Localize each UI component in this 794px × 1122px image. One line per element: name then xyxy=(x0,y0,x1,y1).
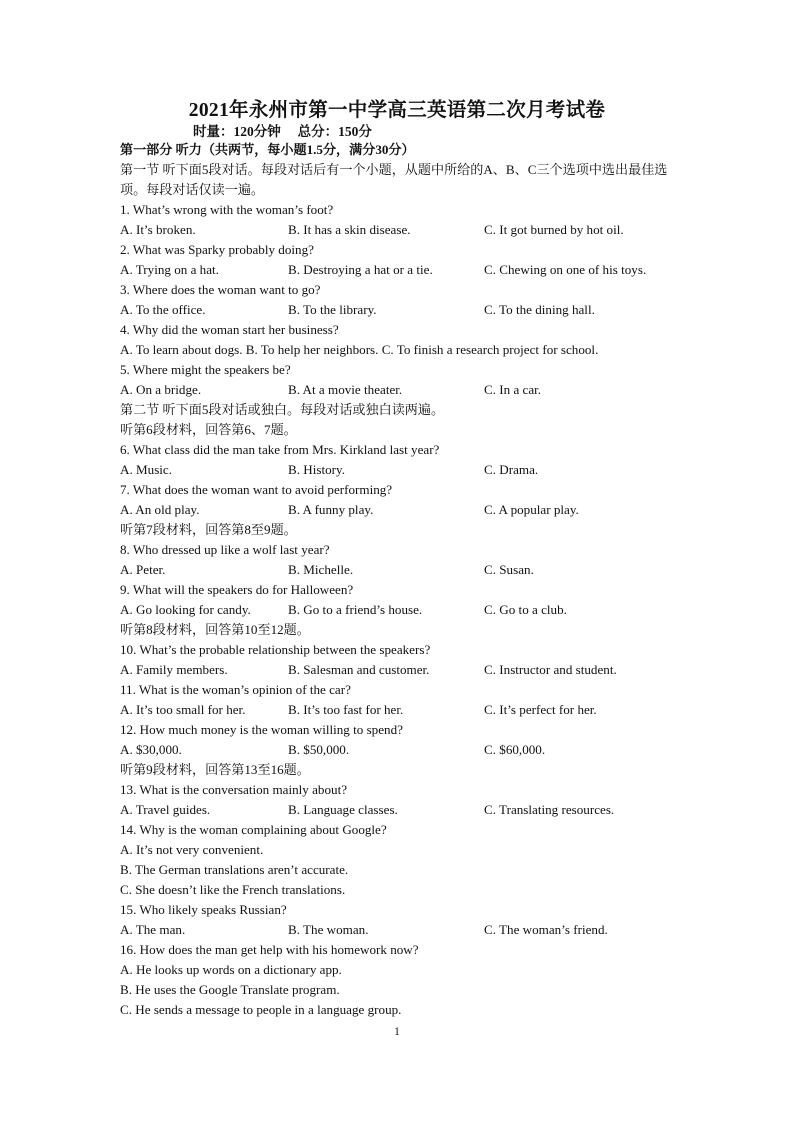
option-a: A. Go looking for candy. xyxy=(120,602,251,617)
option-c: C. Translating resources. xyxy=(484,802,615,817)
question-line: 5. Where might the speakers be? xyxy=(120,362,291,377)
question-line: 9. What will the speakers do for Halloween? xyxy=(120,582,354,597)
option-row xyxy=(120,660,680,680)
option-b: B. $50,000. xyxy=(288,742,350,757)
option-a: A. Family members. xyxy=(120,662,228,677)
question-line: B. The German translations aren’t accurate. xyxy=(120,862,349,877)
option-b: B. At a movie theater. xyxy=(288,382,403,397)
question-line: 6. What class did the man take from Mrs. Kirkland last year? xyxy=(120,442,440,457)
option-a: A. Peter. xyxy=(120,562,166,577)
option-row xyxy=(120,560,680,580)
question-line: 7. What does the woman want to avoid performing? xyxy=(120,482,393,497)
option-b: B. It has a skin disease. xyxy=(288,222,411,237)
option-c: C. It’s perfect for her. xyxy=(484,702,597,717)
section2-instructions: 第二节 听下面5段对话或独白。每段对话或独白读两遍。 xyxy=(120,402,445,417)
question-line: B. He uses the Google Translate program. xyxy=(120,982,340,997)
page-number: 1 xyxy=(394,1026,400,1038)
option-c: C. Chewing on one of his toys. xyxy=(484,262,647,277)
option-a: A. The man. xyxy=(120,922,186,937)
option-row xyxy=(120,700,680,720)
question-line: 12. How much money is the woman willing to spend? xyxy=(120,722,403,737)
option-row xyxy=(120,600,680,620)
exam-time-and-score: 时量：120分钟 总分：150分 xyxy=(193,124,372,139)
option-c: C. To the dining hall. xyxy=(484,302,595,317)
option-c: C. Instructor and student. xyxy=(484,662,617,677)
option-b: B. Language classes. xyxy=(288,802,398,817)
option-a: A. It’s broken. xyxy=(120,222,196,237)
option-a: A. $30,000. xyxy=(120,742,182,757)
part1-heading: 第一部分 听力（共两节，每小题1.5分，满分30分） xyxy=(120,142,415,157)
option-b: B. A funny play. xyxy=(288,502,374,517)
option-c: C. $60,000. xyxy=(484,742,546,757)
option-a: A. To the office. xyxy=(120,302,206,317)
option-a: A. An old play. xyxy=(120,502,200,517)
question-line: 14. Why is the woman complaining about Google? xyxy=(120,822,387,837)
question-line: A. To learn about dogs. B. To help her neighbors. C. To finish a research project for school. xyxy=(120,342,599,357)
question-line: 2. What was Sparky probably doing? xyxy=(120,242,314,257)
option-row xyxy=(120,300,680,320)
question-line: A. He looks up words on a dictionary app. xyxy=(120,962,342,977)
option-a: A. Trying on a hat. xyxy=(120,262,219,277)
option-b: B. Go to a friend’s house. xyxy=(288,602,423,617)
option-c: C. Drama. xyxy=(484,462,539,477)
option-row xyxy=(120,460,680,480)
question-line: 8. Who dressed up like a wolf last year? xyxy=(120,542,330,557)
exam-content xyxy=(120,140,680,1020)
option-b: B. It’s too fast for her. xyxy=(288,702,404,717)
question-line: 15. Who likely speaks Russian? xyxy=(120,902,287,917)
question-line: 3. Where does the woman want to go? xyxy=(120,282,321,297)
option-b: B. Michelle. xyxy=(288,562,354,577)
question-line: C. He sends a message to people in a language group. xyxy=(120,1002,402,1017)
question-line: 听第9段材料，回答第13至16题。 xyxy=(120,762,310,777)
section1-instructions: 第一节 听下面5段对话。每段对话后有一个小题，从题中所给的A、B、C三个选项中选出最佳选项。每段对话仅读一遍。 xyxy=(120,162,668,197)
option-a: A. Music. xyxy=(120,462,173,477)
option-row xyxy=(120,920,680,940)
option-b: B. History. xyxy=(288,462,345,477)
question-line: A. It’s not very convenient. xyxy=(120,842,264,857)
question-line: C. She doesn’t like the French translations. xyxy=(120,882,346,897)
question-line: 11. What is the woman’s opinion of the car? xyxy=(120,682,351,697)
option-b: B. Salesman and customer. xyxy=(288,662,430,677)
option-c: C. The woman’s friend. xyxy=(484,922,608,937)
exam-title: 2021年永州市第一中学高三英语第二次月考试卷 xyxy=(188,100,606,121)
option-a: A. Travel guides. xyxy=(120,802,211,817)
question-line: 1. What’s wrong with the woman’s foot? xyxy=(120,202,334,217)
question-line: 听第6段材料，回答第6、7题。 xyxy=(120,422,297,437)
option-row xyxy=(120,740,680,760)
option-row xyxy=(120,500,680,520)
option-c: C. Susan. xyxy=(484,562,534,577)
option-row xyxy=(120,260,680,280)
option-row xyxy=(120,380,680,400)
question-line: 10. What’s the probable relationship between the speakers? xyxy=(120,642,431,657)
question-line: 4. Why did the woman start her business? xyxy=(120,322,339,337)
option-c: C. A popular play. xyxy=(484,502,579,517)
option-c: C. It got burned by hot oil. xyxy=(484,222,624,237)
option-a: A. It’s too small for her. xyxy=(120,702,246,717)
question-line: 13. What is the conversation mainly about? xyxy=(120,782,348,797)
question-list xyxy=(120,200,680,1020)
option-b: B. To the library. xyxy=(288,302,377,317)
question-line: 听第7段材料，回答第8至9题。 xyxy=(120,522,297,537)
option-c: C. In a car. xyxy=(484,382,542,397)
option-c: C. Go to a club. xyxy=(484,602,567,617)
question-line: 16. How does the man get help with his homework now? xyxy=(120,942,419,957)
option-row xyxy=(120,800,680,820)
option-row xyxy=(120,220,680,240)
option-b: B. Destroying a hat or a tie. xyxy=(288,262,433,277)
option-b: B. The woman. xyxy=(288,922,369,937)
option-a: A. On a bridge. xyxy=(120,382,202,397)
question-line: 听第8段材料，回答第10至12题。 xyxy=(120,622,310,637)
